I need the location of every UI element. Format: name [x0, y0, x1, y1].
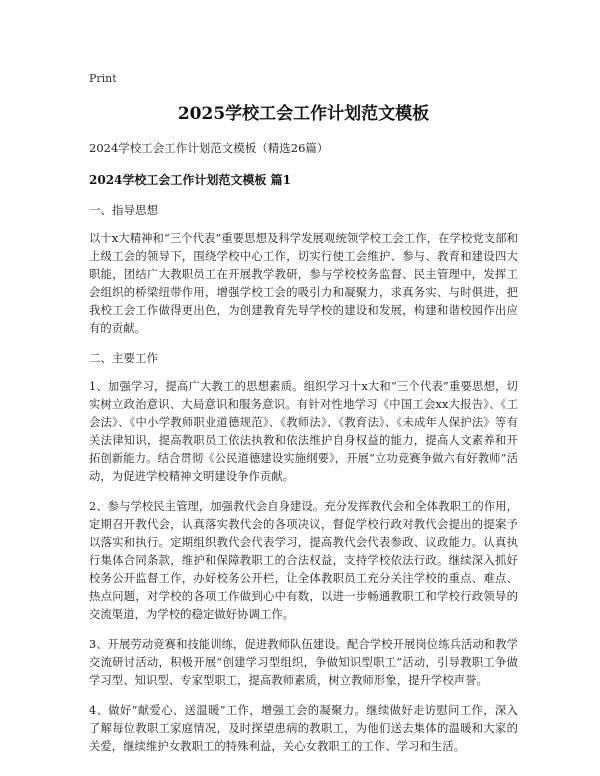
paragraph-work-item-4: 4、做好“献爱心、送温暖”工作，增强工会的凝聚力。继续做好走访慰问工作，深入了解每位教职工家庭情况，及时探望患病的教职工，为他们送去集体的温暖和大家的关爱，继续维护女教职工的特殊利益，关心女教职工的工作、学习和生活。 — [89, 704, 518, 753]
print-label[interactable]: Print — [89, 72, 117, 85]
heading-main-work: 二、主要工作 — [89, 351, 158, 365]
paragraph-work-item-1: 1、加强学习，提高广大教工的思想素质。组织学习十x大和“三个代表”重要思想，切实树立政治意识、大局意识和服务意识。有针对性地学习《中国工会xx大报告》、《工会法》、《中小学教师职业道德规范》、《教师法》、《教育法》、《未成年人保护法》等有关法律知识，提高教职员工依法执教和依法维护自身权益的能力，提高人文素养和开拓创新能力。结合贯彻《公民道德建设实施纲要》，开展“立功竞赛争做六有好教师”活动，为促进学校精神文明建设争作贡献。 — [89, 380, 518, 483]
document-subtitle: 2024学校工会工作计划范文模板（精选26篇） — [89, 141, 329, 155]
section-title: 2024学校工会工作计划范文模板 篇1 — [89, 173, 291, 187]
paragraph-work-item-2: 2、参与学校民主管理，加强教代会自身建设。充分发挥教代会和全体教职工的作用，定期召开教代会，认真落实教代会的各项决议，督促学校行政对教代会提出的提案予以落实和执行。定期组织教代会代表学习，提高教代会代表参政、议政能力。认真执行集体合同条款，维护和保障教职工的合法权益，支持学校依法行政。继续深入抓好校务公开监督工作，办好校务公开栏，让全体教职员工充分关注学校的重点、难点、热点问题，对学校的各项工作做到心中有数，以进一步畅通教职工和学校行政领导的交流渠道，为学校的稳定做好协调工作。 — [89, 500, 518, 621]
heading-guiding-ideology: 一、指导思想 — [89, 203, 158, 217]
paragraph-work-item-3: 3、开展劳动竞赛和技能训练，促进教师队伍建设。配合学校开展岗位练兵活动和教学交流研讨活动，积极开展“创建学习型组织，争做知识型职工”活动，引导教职工争做学习型、知识型、专家型职工，提高教师素质，树立教师形象，提升学校声誉。 — [89, 638, 518, 687]
paragraph-guiding-ideology: 以十x大精神和“三个代表”重要思想及科学发展观统领学校工会工作，在学校党支部和上级工会的领导下，围绕学校中心工作，切实行使工会维护、参与、教育和建设四大职能，团结广大教职员工在开展教学教研，参与学校校务监督、民主管理中，发挥工会组织的桥梁纽带作用，增强学校工会的吸引力和凝聚力，求真务实、与时俱进，把我校工会工作做得更出色，为创建教育先导学校的建设和发展，构建和谐校园作出应有的贡献。 — [89, 232, 518, 335]
page-title: 2025学校工会工作计划范文模板 — [177, 104, 430, 124]
